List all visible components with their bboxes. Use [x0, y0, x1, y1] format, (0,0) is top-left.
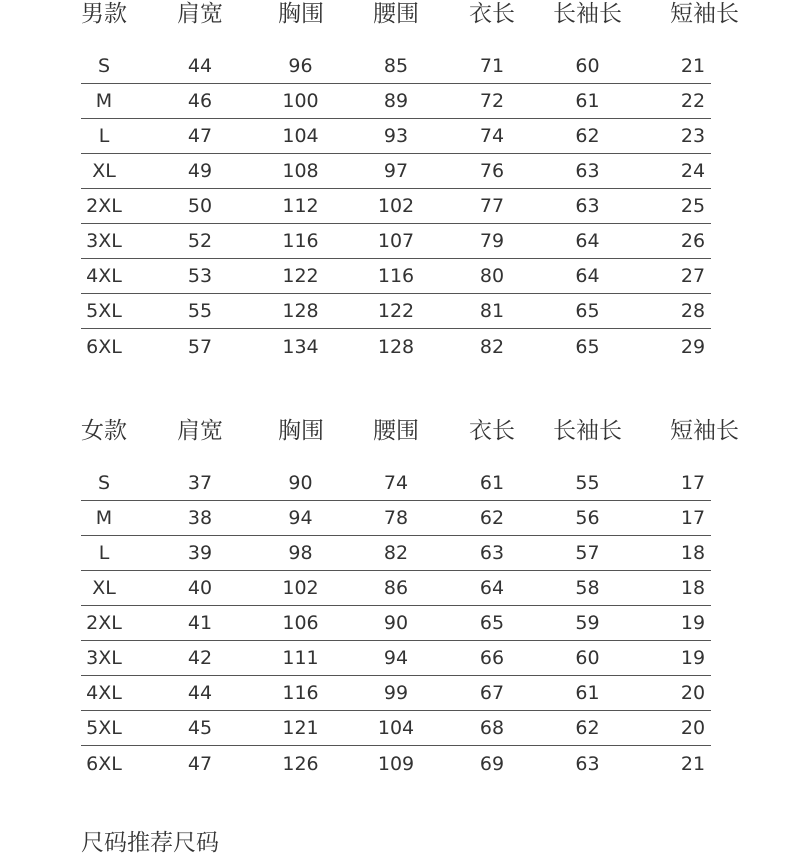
table-row	[81, 224, 711, 259]
measurement-cell: 21	[680, 752, 706, 775]
measurement-cell: 121	[282, 717, 319, 739]
table-row	[81, 329, 711, 364]
measurement-cell: 65	[575, 335, 600, 358]
measurement-cell: 109	[377, 752, 415, 775]
measurement-cell: 116	[377, 265, 415, 287]
size-label: XL	[92, 577, 116, 599]
women-size-table	[81, 407, 739, 781]
table-row	[81, 571, 711, 606]
measurement-cell: 94	[288, 507, 313, 529]
women-header-cell: 女款	[81, 417, 127, 444]
measurement-cell: 39	[187, 542, 213, 564]
measurement-cell: 63	[575, 195, 600, 217]
size-label: 5XL	[86, 300, 122, 322]
measurement-cell: 25	[680, 195, 706, 217]
measurement-cell: 74	[479, 125, 505, 147]
measurement-cell: 94	[383, 647, 409, 669]
size-label: M	[95, 90, 113, 112]
measurement-cell: 22	[680, 90, 706, 112]
measurement-cell: 77	[479, 195, 505, 217]
measurement-cell: 63	[479, 542, 505, 564]
measurement-cell: 42	[187, 647, 213, 669]
measurement-cell: 57	[575, 542, 600, 564]
measurement-cell: 56	[575, 507, 600, 529]
measurement-cell: 19	[680, 612, 706, 634]
measurement-cell: 18	[680, 542, 706, 564]
measurement-cell: 57	[187, 335, 213, 358]
table-row	[81, 189, 711, 224]
size-label: 6XL	[86, 335, 122, 358]
women-header-cell: 腰围	[373, 417, 419, 444]
measurement-cell: 102	[377, 195, 415, 217]
measurement-cell: 61	[575, 682, 600, 704]
men-header-cell: 男款	[81, 0, 127, 27]
measurement-cell: 90	[383, 612, 409, 634]
men-header-cell: 衣长	[469, 0, 515, 27]
measurement-cell: 61	[479, 472, 505, 494]
measurement-cell: 24	[680, 160, 706, 182]
measurement-cell: 116	[282, 682, 319, 704]
measurement-cell: 122	[282, 265, 319, 287]
men-header-cell: 胸围	[278, 0, 324, 27]
measurement-cell: 98	[288, 542, 313, 564]
size-label: S	[97, 55, 111, 77]
measurement-cell: 111	[282, 647, 319, 669]
measurement-cell: 100	[282, 90, 319, 112]
table-row	[81, 641, 711, 676]
measurement-cell: 58	[575, 577, 600, 599]
measurement-cell: 64	[479, 577, 505, 599]
measurement-cell: 74	[383, 472, 409, 494]
measurement-cell: 65	[479, 612, 505, 634]
table-row	[81, 119, 711, 154]
women-header-cell: 长袖长	[553, 417, 622, 444]
measurement-cell: 89	[383, 90, 409, 112]
measurement-cell: 63	[575, 160, 600, 182]
table-row	[81, 676, 711, 711]
size-label: XL	[92, 160, 116, 182]
size-label: L	[98, 542, 110, 564]
measurement-cell: 122	[377, 300, 415, 322]
measurement-cell: 23	[680, 125, 706, 147]
table-row	[81, 259, 711, 294]
measurement-cell: 128	[282, 300, 319, 322]
women-rows	[81, 466, 711, 781]
measurement-cell: 60	[575, 647, 600, 669]
measurement-cell: 41	[187, 612, 213, 634]
table-row	[81, 294, 711, 329]
measurement-cell: 80	[479, 265, 505, 287]
size-label: 4XL	[86, 682, 122, 704]
table-row	[81, 49, 711, 84]
measurement-cell: 65	[575, 300, 600, 322]
measurement-cell: 86	[383, 577, 409, 599]
measurement-cell: 62	[575, 125, 600, 147]
measurement-cell: 97	[383, 160, 409, 182]
women-header-cell: 胸围	[278, 417, 324, 444]
size-label: 3XL	[86, 230, 122, 252]
measurement-cell: 44	[187, 55, 213, 77]
measurement-cell: 96	[288, 55, 313, 77]
measurement-cell: 59	[575, 612, 600, 634]
measurement-cell: 64	[575, 265, 600, 287]
measurement-cell: 102	[282, 577, 319, 599]
size-label: 5XL	[86, 717, 122, 739]
measurement-cell: 37	[187, 472, 213, 494]
measurement-cell: 93	[383, 125, 409, 147]
measurement-cell: 116	[282, 230, 319, 252]
measurement-cell: 21	[680, 55, 706, 77]
measurement-cell: 55	[187, 300, 213, 322]
measurement-cell: 69	[479, 752, 505, 775]
measurement-cell: 17	[680, 472, 706, 494]
measurement-cell: 38	[187, 507, 213, 529]
measurement-cell: 17	[680, 507, 706, 529]
table-row	[81, 711, 711, 746]
measurement-cell: 40	[187, 577, 213, 599]
measurement-cell: 106	[282, 612, 319, 634]
measurement-cell: 45	[187, 717, 213, 739]
measurement-cell: 107	[377, 230, 415, 252]
measurement-cell: 72	[479, 90, 505, 112]
measurement-cell: 68	[479, 717, 505, 739]
size-label: 6XL	[86, 752, 122, 775]
women-header-cell: 短袖长	[670, 417, 739, 444]
measurement-cell: 82	[479, 335, 505, 358]
size-label: S	[97, 472, 111, 494]
measurement-cell: 90	[288, 472, 313, 494]
men-header-cell: 腰围	[373, 0, 419, 27]
women-header-row	[81, 407, 739, 449]
measurement-cell: 44	[187, 682, 213, 704]
measurement-cell: 55	[575, 472, 600, 494]
measurement-cell: 104	[377, 717, 415, 739]
measurement-cell: 20	[680, 717, 706, 739]
measurement-cell: 52	[187, 230, 213, 252]
measurement-cell: 46	[187, 90, 213, 112]
size-label: M	[95, 507, 113, 529]
measurement-cell: 29	[680, 335, 706, 358]
measurement-cell: 76	[479, 160, 505, 182]
measurement-cell: 47	[187, 752, 213, 775]
men-header-cell: 肩宽	[177, 0, 223, 27]
measurement-cell: 18	[680, 577, 706, 599]
measurement-cell: 82	[383, 542, 409, 564]
measurement-cell: 63	[575, 752, 600, 775]
measurement-cell: 61	[575, 90, 600, 112]
measurement-cell: 53	[187, 265, 213, 287]
men-size-table	[81, 0, 739, 364]
table-row	[81, 606, 711, 641]
men-header-cell: 短袖长	[670, 0, 739, 27]
size-label: 2XL	[86, 195, 122, 217]
measurement-cell: 60	[575, 55, 600, 77]
measurement-cell: 27	[680, 265, 706, 287]
size-label: 4XL	[86, 265, 122, 287]
measurement-cell: 71	[479, 55, 505, 77]
measurement-cell: 67	[479, 682, 505, 704]
women-header-cell: 肩宽	[177, 417, 223, 444]
measurement-cell: 134	[282, 335, 319, 358]
table-row	[81, 536, 711, 571]
measurement-cell: 50	[187, 195, 213, 217]
measurement-cell: 99	[383, 682, 409, 704]
measurement-cell: 112	[282, 195, 319, 217]
measurement-cell: 66	[479, 647, 505, 669]
measurement-cell: 28	[680, 300, 706, 322]
women-header-cell: 衣长	[469, 417, 515, 444]
measurement-cell: 26	[680, 230, 706, 252]
men-header-cell: 长袖长	[553, 0, 622, 27]
table-row	[81, 84, 711, 119]
measurement-cell: 85	[383, 55, 409, 77]
measurement-cell: 108	[282, 160, 319, 182]
size-label: 3XL	[86, 647, 122, 669]
measurement-cell: 62	[575, 717, 600, 739]
men-rows	[81, 49, 711, 364]
size-label: L	[98, 125, 110, 147]
measurement-cell: 20	[680, 682, 706, 704]
table-row	[81, 746, 711, 781]
table-row	[81, 154, 711, 189]
footer-section-title: 尺码推荐尺码	[81, 830, 219, 856]
measurement-cell: 64	[575, 230, 600, 252]
measurement-cell: 81	[479, 300, 505, 322]
table-row	[81, 466, 711, 501]
size-label: 2XL	[86, 612, 122, 634]
measurement-cell: 126	[282, 752, 319, 775]
measurement-cell: 128	[377, 335, 415, 358]
measurement-cell: 49	[187, 160, 213, 182]
measurement-cell: 62	[479, 507, 505, 529]
measurement-cell: 78	[383, 507, 409, 529]
measurement-cell: 19	[680, 647, 706, 669]
measurement-cell: 47	[187, 125, 213, 147]
table-row	[81, 501, 711, 536]
men-header-row	[81, 0, 739, 32]
measurement-cell: 104	[282, 125, 319, 147]
measurement-cell: 79	[479, 230, 505, 252]
